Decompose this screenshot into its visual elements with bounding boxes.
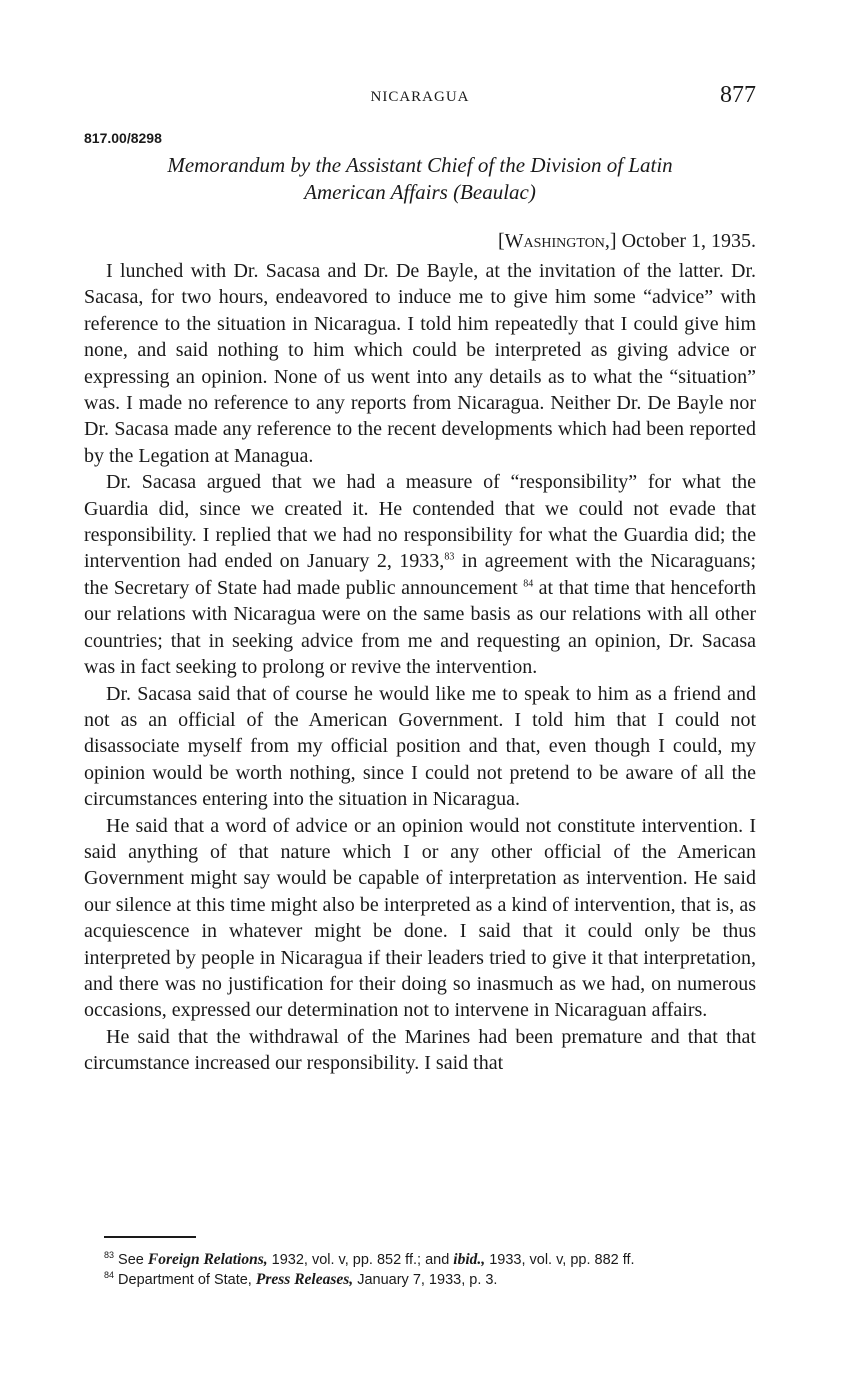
- running-header: [84, 82, 756, 112]
- page-number: 877: [720, 82, 756, 108]
- footnote-84-title: Press Releases,: [255, 1271, 354, 1288]
- paragraph-4: He said that a word of advice or an opinion would not constitute intervention. I said anything of that nature which I or any other official of the American Government might say would be capable of interpretation as intervention. He said our silence at this time might also be interpreted as a kind of intervention, that is, as acquiescence in whatever might be done. I said that it could only be thus interpreted by people in Nicaragua if their leaders tried to give it that interpretation, and there was no justification for their doing so inasmuch as we had, on numerous occasions, expressed our determination not to intervene in Nicaraguan affairs.: [84, 814, 756, 1022]
- document-title-line-1: Memorandum by the Assistant Chief of the Division of Latin: [167, 153, 673, 177]
- dateline-place: [Washington,]: [497, 230, 617, 252]
- footnotes: [104, 1250, 764, 1290]
- paragraph-2-part-a: Dr. Sacasa argued that we had a measure of “responsibility” for what the Guardia did, since we created it. He contended that we could not evade that responsibility. I replied that we had no responsibility for what the Guardia did; the intervention had ended on January 2, 1933,: [84, 471, 756, 573]
- footnote-83-prefix: See: [118, 1252, 148, 1268]
- dateline-date: October 1, 1935.: [621, 230, 756, 252]
- paragraph-3: Dr. Sacasa said that of course he would like me to speak to him as a friend and not as an official of the American Government. I told him that I could not disassociate myself from my official position and that, even though I could, my opinion would be worth nothing, since I could not pretend to be aware of all the circumstances entering into the situation in Nicaragua.: [84, 682, 756, 811]
- paragraph-2-part-c: at that time that henceforth our relations with Nicaragua were on the same basis as our relations with all other countries; that in seeking advice from me and requesting an opinion, Dr. Sacasa was in fact seeking to prolong or revive the intervention.: [84, 576, 757, 679]
- running-title: NICARAGUA: [370, 89, 470, 105]
- footnote-83-mark: 83: [104, 1250, 115, 1261]
- footnote-84-suffix: January 7, 1933, p. 3.: [353, 1272, 498, 1288]
- footnote-83-suffix: 1933, vol. v, pp. 882 ff.: [485, 1252, 635, 1268]
- footnote-divider: [104, 1236, 196, 1238]
- footnote-83-title: Foreign Relations,: [147, 1251, 268, 1268]
- footnote-83: [104, 1250, 764, 1270]
- file-number: 817.00/8298: [84, 130, 162, 146]
- document-title: [84, 152, 756, 206]
- footnote-83-ibid: ibid.,: [453, 1251, 486, 1268]
- paragraph-5: He said that the withdrawal of the Marines had been premature and that that circumstance increased our responsibility. I said that: [84, 1025, 756, 1075]
- dateline: [498, 230, 756, 253]
- memorandum-body: [84, 258, 756, 1077]
- paragraph-1: I lunched with Dr. Sacasa and Dr. De Bayle, at the invitation of the latter. Dr. Sacasa, for two hours, endeavored to induce me to give him some “advice” with reference to the situation in Nicaragua. I told him repeatedly that I could give him none, and said nothing to him which could be interpreted as giving advice or expressing an opinion. None of us went into any details as to what the “situation” was. I made no reference to any reports from Nicaragua. Neither Dr. De Bayle nor Dr. Sacasa made any reference to the recent developments which had been reported by the Legation at Managua.: [84, 260, 756, 467]
- footnote-ref-84[interactable]: 84: [523, 578, 534, 590]
- footnote-84-mark: 84: [104, 1270, 115, 1281]
- footnote-ref-83[interactable]: 83: [444, 551, 455, 563]
- footnote-84-prefix: Department of State,: [118, 1272, 256, 1288]
- footnote-83-middle: 1932, vol. v, pp. 852 ff.; and: [267, 1252, 454, 1268]
- paragraph-2-part-b: in agreement with the Nicaraguans; the Secretary of State had made public announcement: [84, 550, 757, 599]
- footnote-84: [104, 1270, 764, 1290]
- paragraph-2: [84, 469, 756, 680]
- document-title-line-2: American Affairs (Beaulac): [304, 180, 536, 204]
